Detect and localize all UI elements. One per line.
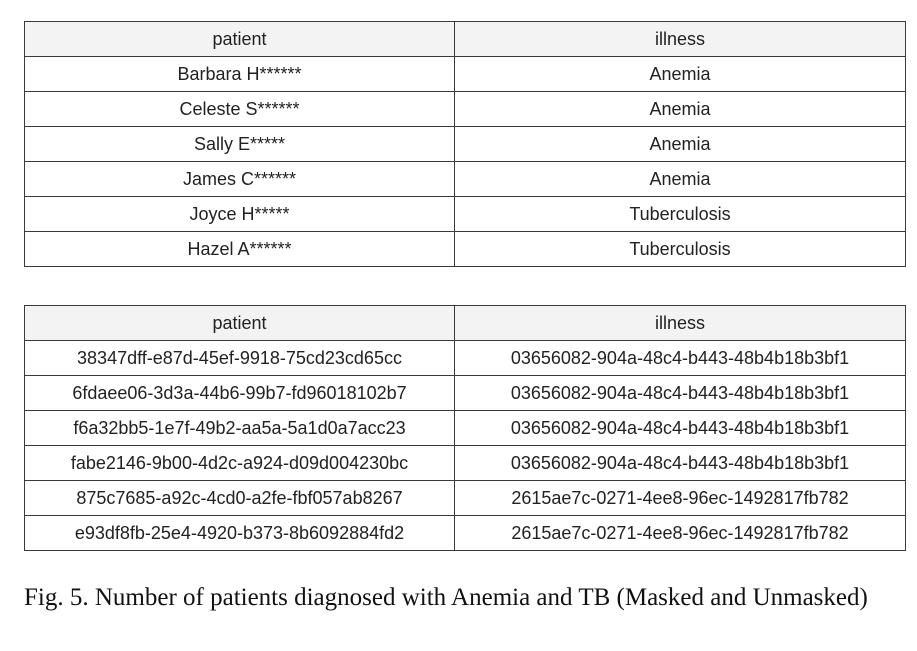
table-row xyxy=(25,127,906,162)
masked-patient-table xyxy=(24,305,906,551)
patient-id-cell: 6fdaee06-3d3a-44b6-99b7-fd96018102b7 xyxy=(25,376,455,411)
table-row xyxy=(25,481,906,516)
column-header-illness: illness xyxy=(455,306,906,341)
illness-cell: Anemia xyxy=(455,57,906,92)
column-header-patient: patient xyxy=(25,306,455,341)
patient-id-cell: f6a32bb5-1e7f-49b2-aa5a-5a1d0a7acc23 xyxy=(25,411,455,446)
column-header-patient: patient xyxy=(25,22,455,57)
patient-cell: Hazel A****** xyxy=(25,232,455,267)
table-row xyxy=(25,232,906,267)
column-header-illness: illness xyxy=(455,22,906,57)
illness-id-cell: 03656082-904a-48c4-b443-48b4b18b3bf1 xyxy=(455,376,906,411)
illness-id-cell: 2615ae7c-0271-4ee8-96ec-1492817fb782 xyxy=(455,481,906,516)
patient-id-cell: fabe2146-9b00-4d2c-a924-d09d004230bc xyxy=(25,446,455,481)
table-row xyxy=(25,411,906,446)
patient-cell: James C****** xyxy=(25,162,455,197)
figure-caption: Fig. 5. Number of patients diagnosed with Anemia and TB (Masked and Unmasked) xyxy=(24,584,868,611)
table-row xyxy=(25,376,906,411)
illness-cell: Anemia xyxy=(455,127,906,162)
patient-id-cell: e93df8fb-25e4-4920-b373-8b6092884fd2 xyxy=(25,516,455,551)
patient-cell: Celeste S****** xyxy=(25,92,455,127)
illness-cell: Tuberculosis xyxy=(455,197,906,232)
illness-cell: Anemia xyxy=(455,92,906,127)
table-row xyxy=(25,446,906,481)
table-header-row xyxy=(25,306,906,341)
table-row xyxy=(25,516,906,551)
patient-cell: Sally E***** xyxy=(25,127,455,162)
illness-id-cell: 03656082-904a-48c4-b443-48b4b18b3bf1 xyxy=(455,341,906,376)
illness-cell: Anemia xyxy=(455,162,906,197)
illness-id-cell: 03656082-904a-48c4-b443-48b4b18b3bf1 xyxy=(455,411,906,446)
illness-id-cell: 2615ae7c-0271-4ee8-96ec-1492817fb782 xyxy=(455,516,906,551)
table-row xyxy=(25,57,906,92)
table-row xyxy=(25,197,906,232)
patient-id-cell: 875c7685-a92c-4cd0-a2fe-fbf057ab8267 xyxy=(25,481,455,516)
patient-cell: Joyce H***** xyxy=(25,197,455,232)
illness-id-cell: 03656082-904a-48c4-b443-48b4b18b3bf1 xyxy=(455,446,906,481)
table-row xyxy=(25,92,906,127)
patient-cell: Barbara H****** xyxy=(25,57,455,92)
table-header-row xyxy=(25,22,906,57)
table-row xyxy=(25,162,906,197)
unmasked-patient-table xyxy=(24,21,906,267)
patient-id-cell: 38347dff-e87d-45ef-9918-75cd23cd65cc xyxy=(25,341,455,376)
illness-cell: Tuberculosis xyxy=(455,232,906,267)
table-row xyxy=(25,341,906,376)
